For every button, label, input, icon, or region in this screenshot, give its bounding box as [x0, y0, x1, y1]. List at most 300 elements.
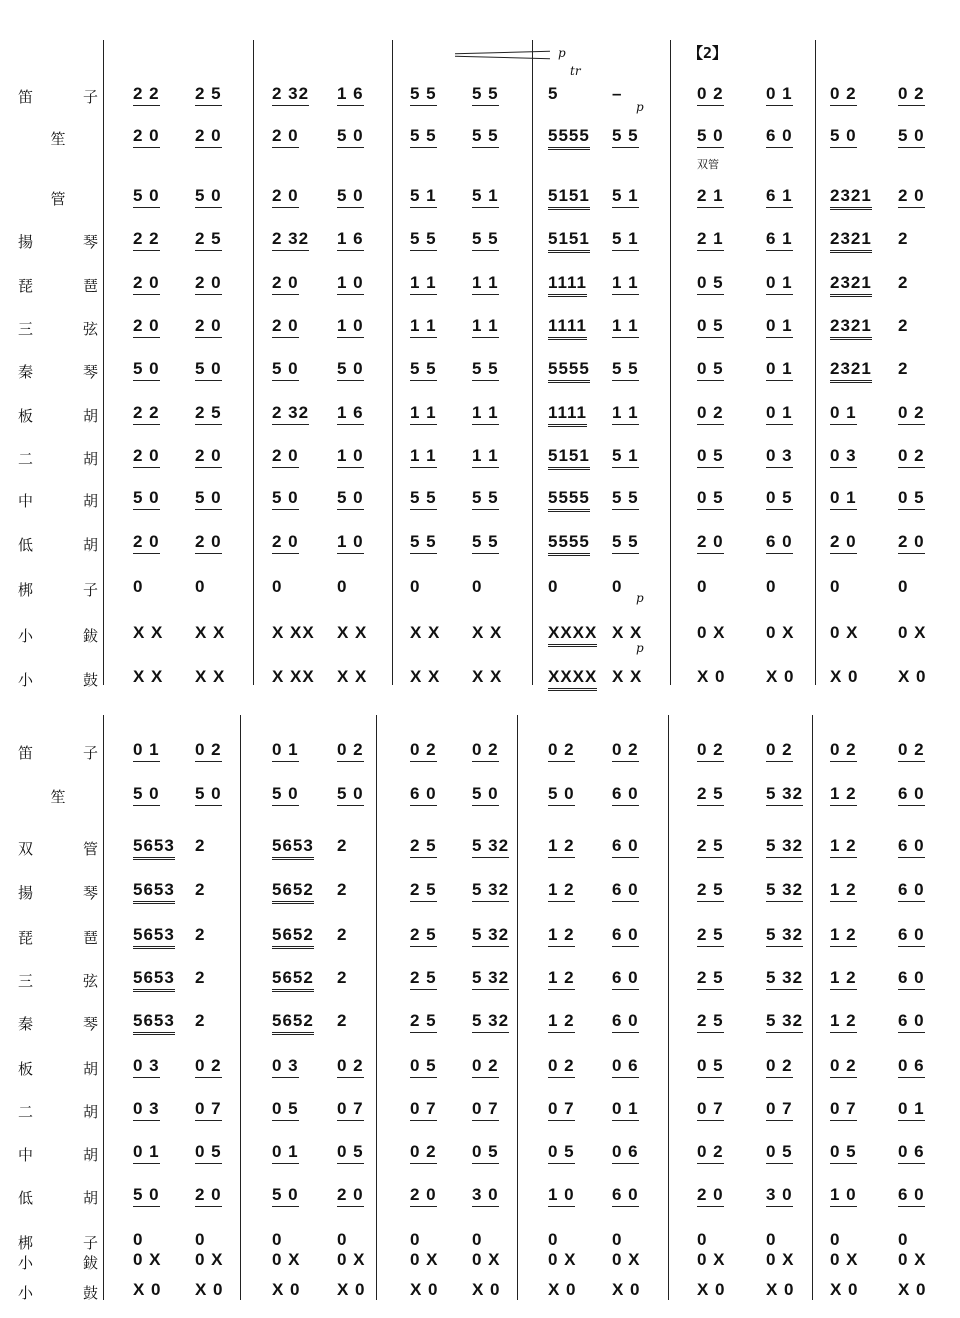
note-cell: 5 32: [472, 968, 509, 990]
note-cell: 0: [697, 1230, 708, 1249]
note-cell: 0 X: [898, 1250, 927, 1269]
note-cell: 0 2: [410, 740, 437, 762]
note-cell: 0 1: [612, 1099, 639, 1121]
instrument-name-char: 琴: [82, 1015, 98, 1033]
note-cell: 0: [548, 577, 559, 596]
instrument-name-char: 鼓: [82, 1284, 98, 1302]
instrument-label: [18, 742, 98, 763]
instrument-name-char: 揚: [18, 884, 34, 902]
instrument-name-char: 胡: [82, 536, 98, 554]
note-cell: 0 5: [697, 359, 724, 381]
note-cell: 5555: [548, 359, 590, 383]
note-cell: 0 X: [133, 1250, 162, 1269]
note-cell: 5 0: [133, 784, 160, 806]
note-cell: 0 2: [766, 740, 793, 762]
note-cell: 1 0: [830, 1185, 857, 1207]
instrument-name-char: 琵: [18, 277, 34, 295]
note-cell: 6 0: [612, 925, 639, 947]
note-cell: 0 1: [898, 1099, 925, 1121]
note-cell: 0 X: [766, 623, 795, 642]
instrument-label: [18, 128, 98, 149]
note-cell: 0 X: [830, 623, 859, 642]
note-cell: 5 0: [195, 359, 222, 381]
note-cell: 2 2: [133, 229, 160, 251]
note-cell: 5 5: [410, 84, 437, 106]
note-cell: 5652: [272, 880, 314, 904]
note-cell: 5 0: [272, 1185, 299, 1207]
note-cell: 2: [195, 880, 206, 899]
note-cell: 0 2: [830, 84, 857, 106]
note-cell: 5652: [272, 925, 314, 949]
instrument-name-char: 琴: [82, 233, 98, 251]
instrument-name-char: 胡: [82, 492, 98, 510]
note-cell: 2: [195, 1011, 206, 1030]
instrument-name-char: 琴: [82, 363, 98, 381]
note-cell: X 0: [898, 667, 927, 686]
note-cell: XXXX: [548, 667, 597, 691]
note-cell: 0 2: [195, 1056, 222, 1078]
note-cell: 0: [195, 1230, 206, 1249]
note-cell: 5653: [133, 880, 175, 904]
note-cell: 5 32: [472, 880, 509, 902]
note-cell: 0 X: [612, 1250, 641, 1269]
note-cell: 2 0: [272, 316, 299, 338]
note-cell: 1 1: [612, 403, 639, 425]
note-cell: 0 X: [830, 1250, 859, 1269]
instrument-name-char: 中: [18, 492, 34, 510]
note-cell: 5555: [548, 126, 590, 150]
instrument-name-char: 小: [18, 671, 34, 689]
note-cell: 6 0: [612, 968, 639, 990]
note-cell: 0 2: [195, 740, 222, 762]
note-cell: 0 7: [195, 1099, 222, 1121]
note-cell: 0 1: [830, 488, 857, 510]
note-cell: 0 7: [830, 1099, 857, 1121]
dynamic-p: p: [636, 591, 644, 605]
note-cell: 1 0: [337, 446, 364, 468]
note-cell: X 0: [272, 1280, 301, 1299]
note-cell: 0 7: [697, 1099, 724, 1121]
barline: [668, 715, 669, 1300]
note-cell: 0: [697, 577, 708, 596]
note-cell: 0: [612, 1230, 623, 1249]
note-cell: 2321: [830, 273, 872, 297]
note-cell: 1 2: [548, 925, 575, 947]
note-cell: 5 5: [472, 359, 499, 381]
instrument-name-char: 胡: [82, 1189, 98, 1207]
note-cell: 0 2: [697, 84, 724, 106]
instrument-label: [18, 882, 98, 903]
note-cell: 0 3: [133, 1056, 160, 1078]
instrument-label: [18, 405, 98, 426]
note-cell: 1 2: [830, 836, 857, 858]
note-cell: 1 1: [410, 273, 437, 295]
note-cell: 5 0: [195, 186, 222, 208]
note-cell: 6 0: [898, 1011, 925, 1033]
instrument-name-char: 小: [18, 1284, 34, 1302]
note-cell: 1 1: [472, 446, 499, 468]
instrument-name-char: 琵: [18, 929, 34, 947]
note-cell: 2: [898, 359, 909, 378]
note-cell: 2 5: [195, 84, 222, 106]
note-cell: 0: [766, 1230, 777, 1249]
instrument-label: [18, 1282, 98, 1303]
note-cell: 2 0: [133, 446, 160, 468]
note-cell: 5 5: [410, 126, 437, 148]
note-cell: 0 2: [472, 1056, 499, 1078]
note-cell: 2321: [830, 186, 872, 210]
note-cell: 2321: [830, 359, 872, 383]
note-cell: 0 5: [697, 488, 724, 510]
instrument-name-char: 板: [18, 407, 34, 425]
instrument-name-char: 二: [18, 1103, 34, 1121]
note-cell: X X: [337, 623, 368, 642]
note-cell: 1 2: [548, 1011, 575, 1033]
note-cell: 1 0: [337, 273, 364, 295]
barline: [815, 40, 816, 685]
note-cell: 6 1: [766, 229, 793, 251]
note-cell: 2: [195, 925, 206, 944]
note-cell: 1 2: [830, 784, 857, 806]
note-cell: 5 5: [410, 488, 437, 510]
note-cell: 0 5: [472, 1142, 499, 1164]
note-cell: X 0: [898, 1280, 927, 1299]
note-cell: 0 1: [133, 1142, 160, 1164]
note-cell: 1 6: [337, 229, 364, 251]
note-cell: X 0: [548, 1280, 577, 1299]
note-cell: 0 1: [766, 316, 793, 338]
note-cell: X 0: [766, 1280, 795, 1299]
note-cell: 2 0: [195, 446, 222, 468]
note-cell: 5 0: [337, 784, 364, 806]
note-cell: 2: [337, 968, 348, 987]
note-cell: 0 3: [766, 446, 793, 468]
instrument-name-char: 笛: [18, 88, 34, 106]
note-cell: 0: [337, 1230, 348, 1249]
note-cell: 2 5: [697, 1011, 724, 1033]
note-cell: 0: [133, 1230, 144, 1249]
note-cell: 5 1: [472, 186, 499, 208]
note-cell: 5 5: [472, 488, 499, 510]
barline: [517, 715, 518, 1300]
note-cell: 0: [830, 577, 841, 596]
instrument-name-char: 揚: [18, 233, 34, 251]
note-cell: 0: [410, 1230, 421, 1249]
note-cell: 5: [548, 84, 559, 103]
note-cell: X X: [133, 667, 164, 686]
instrument-name-char: 鈸: [82, 1254, 98, 1272]
note-cell: 0 5: [337, 1142, 364, 1164]
note-cell: 2 2: [133, 84, 160, 106]
note-cell: 5653: [133, 968, 175, 992]
note-cell: X X: [612, 623, 643, 642]
note-cell: 0: [830, 1230, 841, 1249]
instrument-name-char: 三: [18, 972, 34, 990]
note-cell: 0 7: [472, 1099, 499, 1121]
note-cell: 5 5: [472, 126, 499, 148]
note-cell: 5652: [272, 968, 314, 992]
instrument-label: [18, 786, 98, 807]
note-cell: 2 5: [410, 925, 437, 947]
note-cell: 2 0: [272, 446, 299, 468]
instrument-label: [18, 231, 98, 252]
note-cell: X X: [612, 667, 643, 686]
note-cell: 5 32: [472, 1011, 509, 1033]
note-cell: X 0: [337, 1280, 366, 1299]
note-cell: 5 0: [195, 488, 222, 510]
note-cell: 6 0: [612, 880, 639, 902]
instrument-label: [18, 275, 98, 296]
instrument-label: [18, 318, 98, 339]
note-cell: 2 0: [272, 532, 299, 554]
instrument-label: [18, 625, 98, 646]
note-cell: 5 0: [272, 359, 299, 381]
note-cell: 2 2: [133, 403, 160, 425]
note-cell: 2 5: [410, 1011, 437, 1033]
note-cell: 0 2: [898, 740, 925, 762]
note-cell: 0 2: [898, 446, 925, 468]
note-cell: 2 32: [272, 229, 309, 251]
instrument-name-char: 低: [18, 536, 34, 554]
note-cell: 2: [898, 229, 909, 248]
note-cell: 2 0: [195, 126, 222, 148]
note-cell: 6 0: [898, 836, 925, 858]
instrument-name-char: 鈸: [82, 627, 98, 645]
note-cell: 5 0: [272, 488, 299, 510]
note-cell: 0: [472, 577, 483, 596]
note-cell: 2 5: [410, 968, 437, 990]
instrument-name-char: 子: [82, 744, 98, 762]
instrument-label: [18, 1252, 98, 1273]
note-cell: 5 0: [830, 126, 857, 148]
note-cell: 2: [337, 880, 348, 899]
note-cell: 2 32: [272, 403, 309, 425]
note-cell: 2 5: [697, 836, 724, 858]
barline: [240, 715, 241, 1300]
note-cell: 0 5: [830, 1142, 857, 1164]
instrument-label: [18, 490, 98, 511]
note-cell: 0 5: [697, 1056, 724, 1078]
note-cell: 5653: [272, 836, 314, 860]
note-cell: 1 2: [548, 880, 575, 902]
instrument-name-char: 鼓: [82, 671, 98, 689]
note-cell: 5 0: [337, 359, 364, 381]
note-cell: 5 32: [766, 1011, 803, 1033]
note-cell: 0 5: [766, 1142, 793, 1164]
note-cell: 1 2: [830, 880, 857, 902]
note-cell: 0 1: [766, 273, 793, 295]
note-cell: 0 1: [272, 740, 299, 762]
note-cell: 2: [337, 1011, 348, 1030]
note-cell: 2 0: [697, 1185, 724, 1207]
note-cell: 0 X: [766, 1250, 795, 1269]
barline: [532, 40, 533, 685]
note-cell: X X: [410, 667, 441, 686]
note-cell: 6 0: [612, 1011, 639, 1033]
note-cell: X X: [410, 623, 441, 642]
note-cell: 6 0: [612, 1185, 639, 1207]
note-cell: 2 0: [898, 186, 925, 208]
note-cell: 2 0: [133, 532, 160, 554]
score-system-2: [0, 715, 960, 1305]
note-cell: X 0: [195, 1280, 224, 1299]
note-cell: X X: [337, 667, 368, 686]
note-cell: 5 5: [410, 359, 437, 381]
note-cell: 5 0: [898, 126, 925, 148]
instrument-label: [18, 970, 98, 991]
note-cell: 0 5: [195, 1142, 222, 1164]
instrument-name-char: 子: [82, 1234, 98, 1252]
note-cell: X 0: [766, 667, 795, 686]
note-cell: 5653: [133, 1011, 175, 1035]
note-cell: 5 1: [612, 229, 639, 251]
instrument-name-char: 二: [18, 450, 34, 468]
barline: [812, 715, 813, 1300]
note-cell: 0 5: [898, 488, 925, 510]
note-cell: 0 3: [272, 1056, 299, 1078]
note-cell: 5 32: [766, 784, 803, 806]
barline: [253, 40, 254, 685]
dynamic-p: p: [636, 641, 644, 655]
note-cell: X 0: [697, 1280, 726, 1299]
instrument-name-char: 梆: [18, 581, 34, 599]
note-cell: 5 32: [472, 925, 509, 947]
instrument-name-char: 笙: [50, 788, 66, 806]
instrument-name-char: 弦: [82, 972, 98, 990]
note-cell: 0: [612, 577, 623, 596]
note-cell: 5 32: [766, 880, 803, 902]
note-cell: 2321: [830, 316, 872, 340]
note-cell: 5 5: [612, 532, 639, 554]
note-cell: 0 7: [766, 1099, 793, 1121]
note-cell: 0 5: [548, 1142, 575, 1164]
note-cell: 1 1: [410, 403, 437, 425]
note-cell: 1 2: [548, 968, 575, 990]
note-cell: 0 2: [337, 1056, 364, 1078]
note-cell: 2 0: [195, 316, 222, 338]
note-cell: 0 6: [612, 1142, 639, 1164]
instrument-name-char: 琴: [82, 884, 98, 902]
note-cell: 0 2: [697, 740, 724, 762]
note-cell: 0 2: [766, 1056, 793, 1078]
note-cell: 5 5: [612, 126, 639, 148]
note-cell: 2 0: [133, 273, 160, 295]
note-cell: 2: [337, 836, 348, 855]
system-start-line: [103, 40, 104, 685]
note-cell: 2 5: [195, 403, 222, 425]
note-cell: 0: [898, 577, 909, 596]
note-cell: 6 0: [766, 532, 793, 554]
note-cell: 2 0: [272, 126, 299, 148]
note-cell: 0 X: [410, 1250, 439, 1269]
note-cell: 0 2: [472, 740, 499, 762]
note-cell: 5 0: [337, 488, 364, 510]
note-cell: X 0: [697, 667, 726, 686]
note-cell: 0 2: [612, 740, 639, 762]
note-cell: 5 0: [472, 784, 499, 806]
note-cell: 2 0: [272, 273, 299, 295]
note-cell: 1 6: [337, 403, 364, 425]
note-cell: 5 0: [195, 784, 222, 806]
instrument-name-char: 胡: [82, 450, 98, 468]
instrument-name-char: 子: [82, 581, 98, 599]
note-cell: 5 0: [133, 186, 160, 208]
note-cell: X X: [133, 623, 164, 642]
note-cell: 2: [898, 316, 909, 335]
instrument-label: [18, 1013, 98, 1034]
note-cell: 0 1: [830, 403, 857, 425]
instrument-name-char: 双: [18, 840, 34, 858]
note-cell: 6 0: [898, 880, 925, 902]
instrument-label: [18, 448, 98, 469]
note-cell: 1 1: [410, 446, 437, 468]
instrument-label: [18, 86, 98, 107]
instrument-label: [18, 927, 98, 948]
note-cell: 0 5: [410, 1056, 437, 1078]
instrument-label: [18, 838, 98, 859]
note-cell: 5 32: [766, 925, 803, 947]
instrument-name-char: 胡: [82, 1060, 98, 1078]
note-cell: 6 0: [612, 836, 639, 858]
instrument-label: [18, 534, 98, 555]
note-cell: 0 2: [898, 403, 925, 425]
instrument-name-char: 秦: [18, 363, 34, 381]
instrument-label: [18, 1232, 98, 1253]
note-cell: 0 6: [898, 1142, 925, 1164]
instrument-label: [18, 1144, 98, 1165]
note-cell: 2 0: [830, 532, 857, 554]
instrument-name-char: 琶: [82, 277, 98, 295]
note-cell: –: [612, 84, 623, 103]
note-cell: 0 1: [766, 84, 793, 106]
note-cell: 1 2: [548, 836, 575, 858]
note-cell: 0 6: [612, 1056, 639, 1078]
note-cell: 0 X: [195, 1250, 224, 1269]
note-cell: 2 5: [697, 880, 724, 902]
note-cell: 2 5: [697, 925, 724, 947]
note-cell: 6 0: [898, 968, 925, 990]
note-cell: 5 0: [133, 488, 160, 510]
note-cell: 5 32: [766, 836, 803, 858]
instrument-name-char: 板: [18, 1060, 34, 1078]
note-cell: X X: [472, 667, 503, 686]
note-cell: X 0: [133, 1280, 162, 1299]
note-cell: 0 1: [133, 740, 160, 762]
note-cell: 1 1: [612, 273, 639, 295]
instrument-name-char: 三: [18, 320, 34, 338]
note-cell: 0: [195, 577, 206, 596]
note-cell: 1 1: [472, 403, 499, 425]
note-cell: 1 1: [472, 273, 499, 295]
note-cell: 6 0: [766, 126, 793, 148]
note-cell: 2 5: [697, 784, 724, 806]
instrument-name-char: 胡: [82, 1103, 98, 1121]
note-cell: 0 2: [697, 1142, 724, 1164]
note-cell: 0 5: [697, 316, 724, 338]
note-cell: X 0: [830, 667, 859, 686]
note-cell: 2: [337, 925, 348, 944]
note-cell: 5555: [548, 488, 590, 512]
note-cell: 5 32: [472, 836, 509, 858]
note-cell: 5 0: [272, 784, 299, 806]
note-cell: 5 0: [337, 126, 364, 148]
note-cell: X X: [472, 623, 503, 642]
note-cell: 5555: [548, 532, 590, 556]
note-cell: 0 5: [697, 273, 724, 295]
note-cell: 2 0: [898, 532, 925, 554]
note-cell: 5 5: [410, 229, 437, 251]
note-cell: 5 5: [410, 532, 437, 554]
